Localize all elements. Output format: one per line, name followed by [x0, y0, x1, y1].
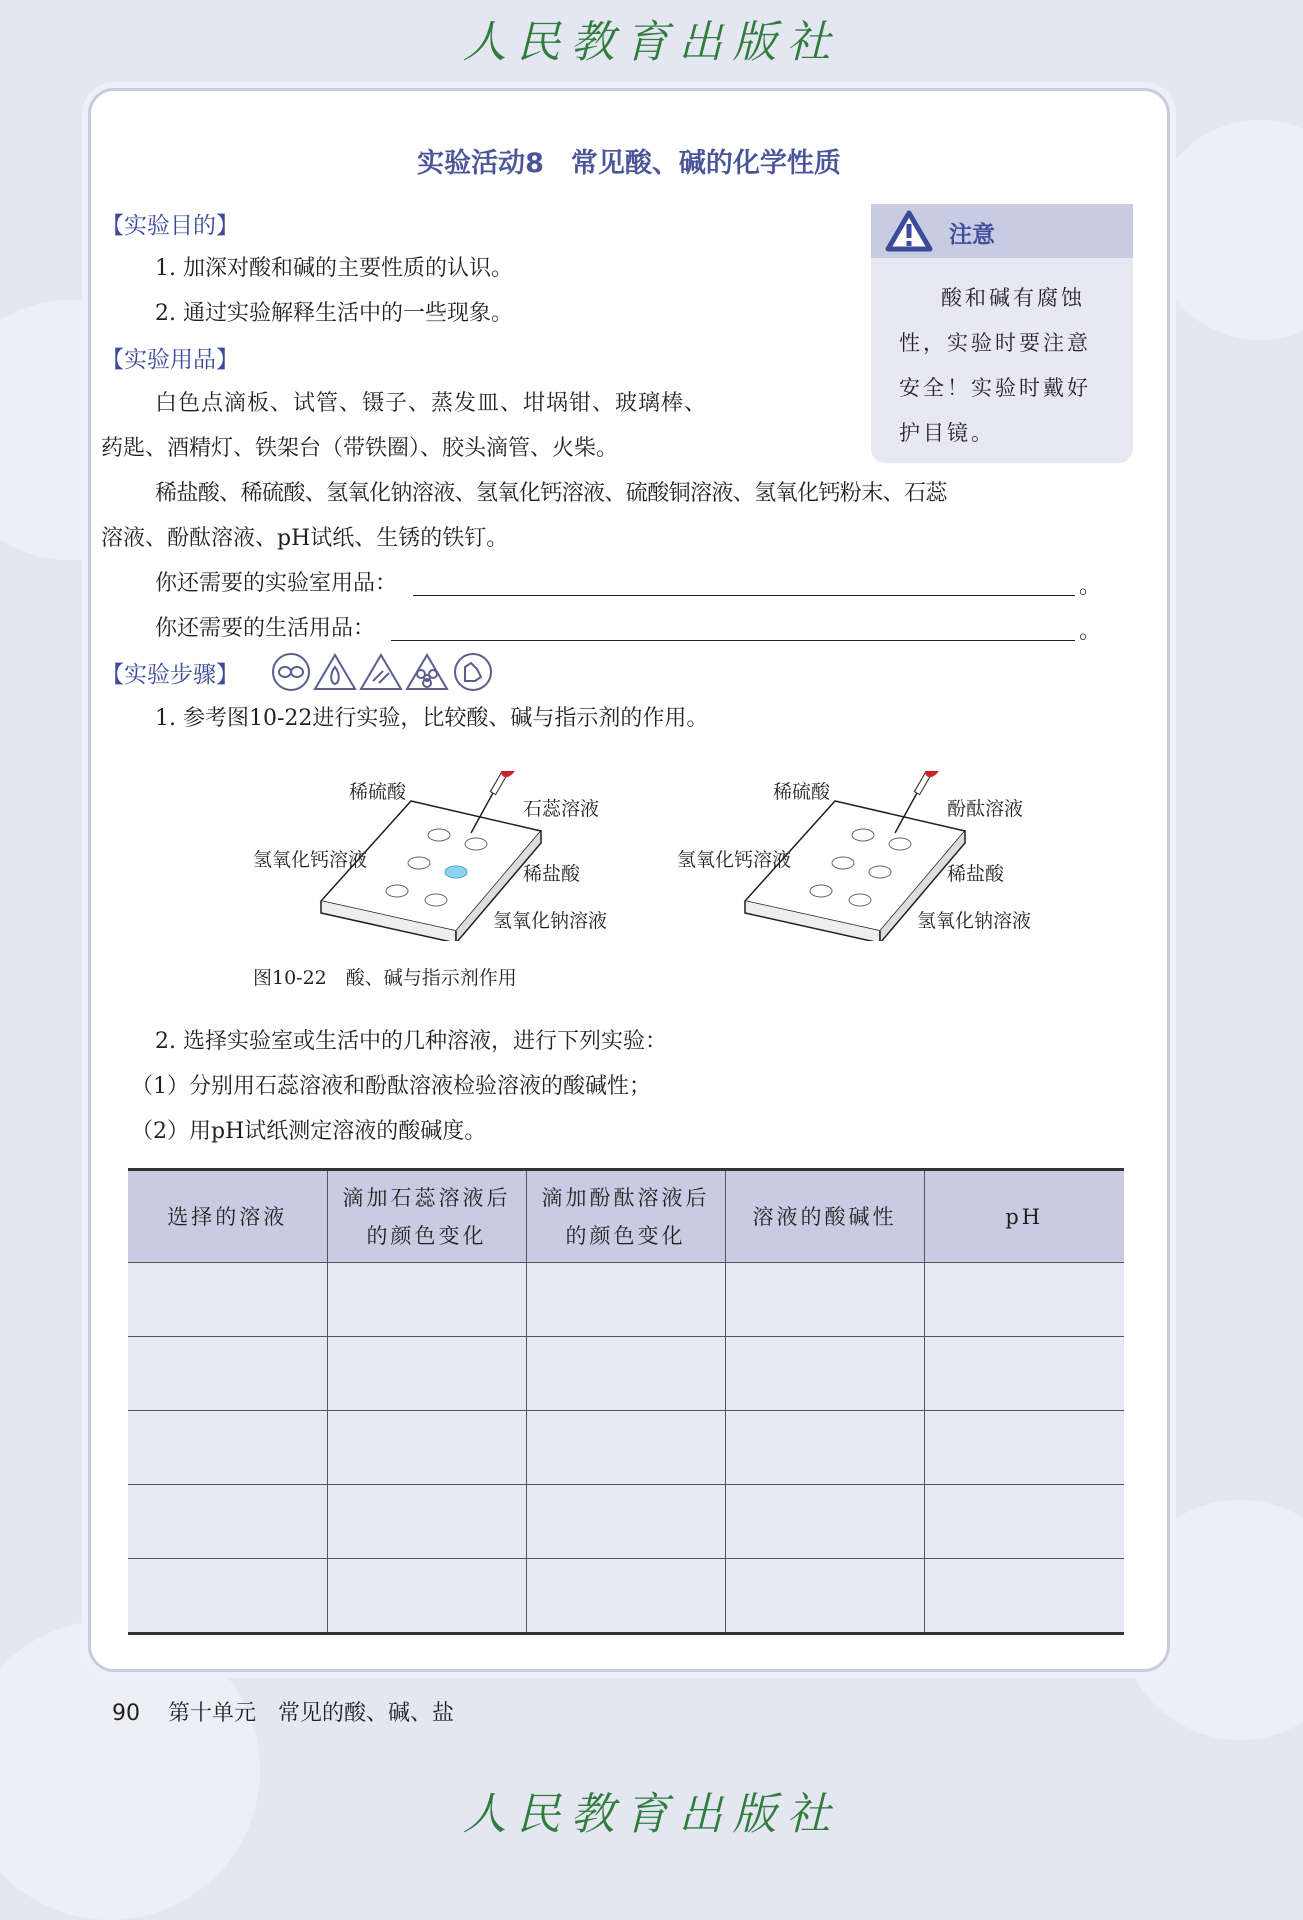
- table-cell[interactable]: [725, 1263, 924, 1337]
- step-2-sub-1: （1）分别用石蕊溶液和酚酞溶液检验溶液的酸碱性；: [131, 1074, 651, 1099]
- notice-box: [871, 204, 1133, 463]
- table-cell[interactable]: [924, 1559, 1124, 1634]
- table-cell[interactable]: [128, 1337, 327, 1411]
- supplies-line-2: 药匙、酒精灯、铁架台（带铁圈）、胶头滴管、火柴。: [101, 436, 619, 461]
- corrosive-warning-icon: [361, 655, 401, 689]
- goggles-icon: [273, 654, 309, 690]
- table-cell[interactable]: [327, 1485, 526, 1559]
- notice-header: [871, 204, 1133, 258]
- page-footer: [112, 1696, 454, 1727]
- figure-caption: 图10-22 酸、碱与指示剂作用: [253, 967, 517, 989]
- purpose-heading: 【实验目的】: [101, 213, 239, 239]
- step-2: 2. 选择实验室或生活中的几种溶液，进行下列实验：: [155, 1029, 667, 1054]
- table-row: [128, 1337, 1124, 1411]
- supplies-heading: 【实验用品】: [101, 347, 239, 373]
- table-header-acidity: 溶液的酸碱性: [725, 1170, 924, 1263]
- unit-title: 第十单元 常见的酸、碱、盐: [168, 1701, 455, 1726]
- table-row: [128, 1263, 1124, 1337]
- table-header-solution: 选择的溶液: [128, 1170, 327, 1263]
- supplies-line-1: 白色点滴板、试管、镊子、蒸发皿、坩埚钳、玻璃棒、: [155, 391, 708, 416]
- ventilation-warning-icon: [407, 655, 447, 689]
- table-cell[interactable]: [128, 1559, 327, 1634]
- table-cell[interactable]: [526, 1559, 725, 1634]
- table-cell[interactable]: [327, 1559, 526, 1634]
- table-cell[interactable]: [725, 1559, 924, 1634]
- publisher-watermark-bottom: 人民教育出版社: [462, 1789, 841, 1840]
- table-cell[interactable]: [526, 1411, 725, 1485]
- life-supplies-blank[interactable]: [391, 640, 1075, 641]
- table-header-ph: pH: [924, 1170, 1124, 1263]
- warning-icon: [885, 210, 933, 252]
- table-cell[interactable]: [725, 1411, 924, 1485]
- table-cell[interactable]: [526, 1263, 725, 1337]
- fig-right-label-right: 稀盐酸: [947, 863, 1005, 885]
- step-1: 1. 参考图10-22进行实验，比较酸、碱与指示剂的作用。: [155, 706, 709, 731]
- table-cell[interactable]: [924, 1263, 1124, 1337]
- table-header-row: [128, 1170, 1124, 1263]
- notice-text: 酸和碱有腐蚀性，实验时要注意安全！实验时戴好护目镜。: [899, 286, 1091, 445]
- step-2-sub-2: （2）用pH试纸测定溶液的酸碱度。: [131, 1119, 487, 1144]
- table-cell[interactable]: [924, 1337, 1124, 1411]
- supplies-line-4: 溶液、酚酞溶液、pH试纸、生锈的铁钉。: [101, 526, 509, 551]
- table-cell[interactable]: [327, 1263, 526, 1337]
- fig-right-label-left: 氢氧化钙溶液: [677, 849, 792, 871]
- table-cell[interactable]: [128, 1485, 327, 1559]
- table-row: [128, 1559, 1124, 1634]
- content-card: [88, 88, 1170, 1672]
- table-cell[interactable]: [526, 1485, 725, 1559]
- table-cell[interactable]: [327, 1411, 526, 1485]
- table-cell[interactable]: [128, 1263, 327, 1337]
- fig-left-label-right: 稀盐酸: [523, 863, 581, 885]
- table-cell[interactable]: [924, 1411, 1124, 1485]
- purpose-item-2: 2. 通过实验解释生活中的一些现象。: [155, 301, 513, 326]
- table-header-litmus: 滴加石蕊溶液后的颜色变化: [327, 1170, 526, 1263]
- table-cell[interactable]: [128, 1411, 327, 1485]
- fig-right-label-top: 稀硫酸: [773, 781, 831, 803]
- table-row: [128, 1411, 1124, 1485]
- supplies-line-3: 稀盐酸、稀硫酸、氢氧化钠溶液、氢氧化钙溶液、硫酸铜溶液、氢氧化钙粉末、石蕊: [155, 481, 947, 506]
- fig-left-label-left: 氢氧化钙溶液: [253, 849, 368, 871]
- period: 。: [1079, 574, 1102, 599]
- safety-icons: [271, 651, 503, 693]
- period: 。: [1079, 619, 1102, 644]
- wash-hands-icon: [455, 654, 491, 690]
- table-row: [128, 1485, 1124, 1559]
- lab-supplies-blank[interactable]: [413, 595, 1075, 596]
- publisher-watermark-top: 人民教育出版社: [462, 17, 841, 68]
- notice-title: 注意: [949, 222, 995, 248]
- page-number: 90: [112, 1701, 140, 1726]
- page-title: 实验活动8 常见酸、碱的化学性质: [417, 148, 841, 179]
- fig-right-label-bottom: 氢氧化钠溶液: [917, 910, 1032, 932]
- table-cell[interactable]: [725, 1485, 924, 1559]
- table-cell[interactable]: [924, 1485, 1124, 1559]
- flame-warning-icon: [315, 655, 355, 689]
- table-cell[interactable]: [526, 1337, 725, 1411]
- table-cell[interactable]: [327, 1337, 526, 1411]
- fig-left-label-bottom: 氢氧化钠溶液: [493, 910, 608, 932]
- purpose-item-1: 1. 加深对酸和碱的主要性质的认识。: [155, 256, 513, 281]
- life-supplies-prompt: 你还需要的生活用品：: [155, 616, 376, 641]
- background-decoration: [1150, 120, 1303, 340]
- fig-left-label-indicator: 石蕊溶液: [523, 798, 600, 820]
- steps-heading: 【实验步骤】: [101, 662, 239, 688]
- fig-right-label-indicator: 酚酞溶液: [947, 798, 1024, 820]
- table-header-phenolphthalein: 滴加酚酞溶液后的颜色变化: [526, 1170, 725, 1263]
- table-cell[interactable]: [725, 1337, 924, 1411]
- fig-left-label-top: 稀硫酸: [349, 781, 407, 803]
- results-table: [128, 1168, 1124, 1635]
- lab-supplies-prompt: 你还需要的实验室用品：: [155, 571, 398, 596]
